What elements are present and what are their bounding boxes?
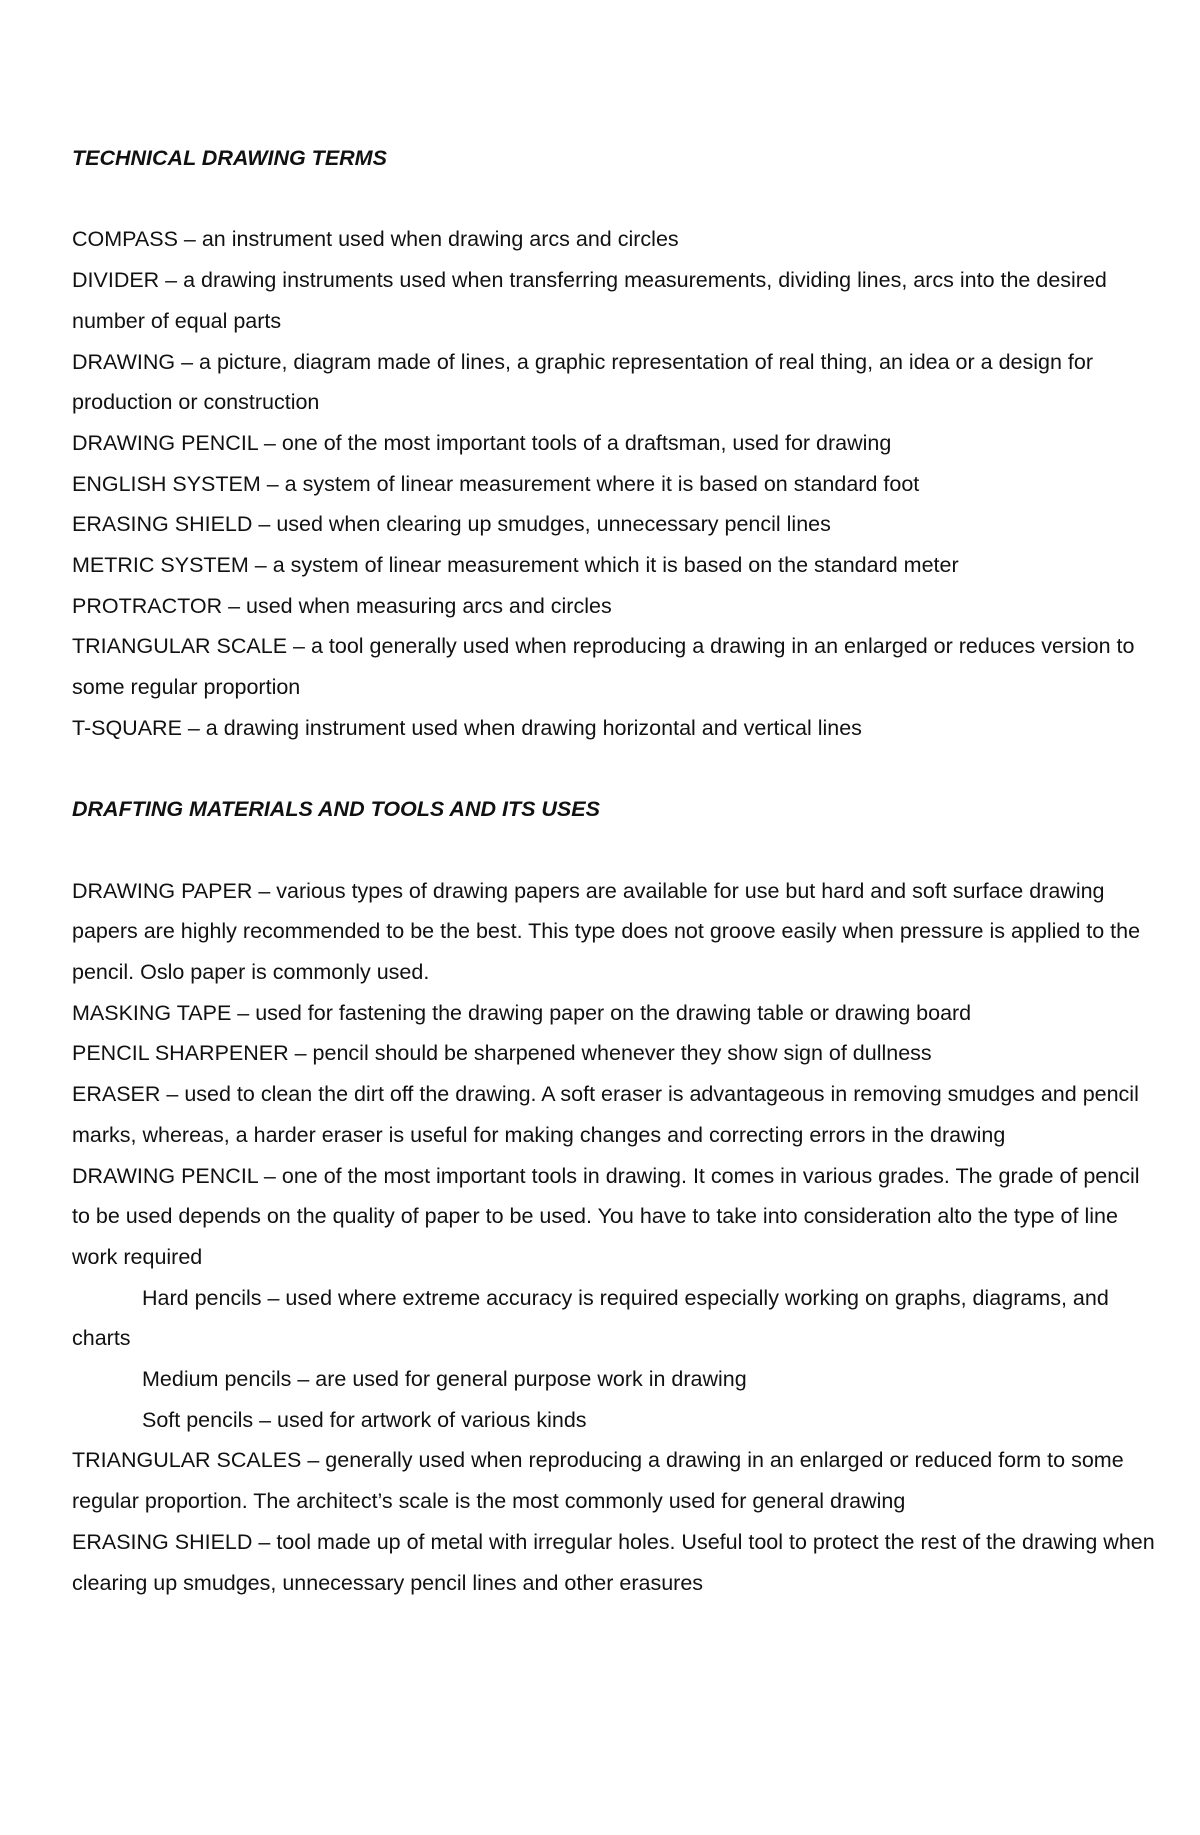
tool-entry: DRAWING PENCIL – one of the most important tools in drawing. It comes in various grades. The grade of pencil to be used depends on the quality of paper to be used. You have to take into consideration alto the type of line work required xyxy=(72,1163,1140,1269)
term-entry: DRAWING PENCIL – one of the most important tools of a draftsman, used for drawing xyxy=(72,430,892,455)
section-heading-drafting-materials: DRAFTING MATERIALS AND TOOLS AND ITS USES xyxy=(72,797,600,822)
tool-entry: MASKING TAPE – used for fastening the drawing paper on the drawing table or drawing board xyxy=(72,1000,972,1025)
pencil-type-entry: Soft pencils – used for artwork of various kinds xyxy=(142,1407,587,1432)
term-entry: PROTRACTOR – used when measuring arcs and circles xyxy=(72,593,612,618)
tool-entry: TRIANGULAR SCALES – generally used when reproducing a drawing in an enlarged or reduced form to some regular proportion. The architect’s scale is the most commonly used for general drawing xyxy=(72,1448,1124,1514)
term-entry: METRIC SYSTEM – a system of linear measurement which it is based on the standard meter xyxy=(72,553,959,578)
tool-entry: ERASING SHIELD – tool made up of metal with irregular holes. Useful tool to protect the rest of the drawing when clearing up smudges, unnecessary pencil lines and other erasures xyxy=(72,1529,1155,1595)
term-entry: ENGLISH SYSTEM – a system of linear measurement where it is based on standard foot xyxy=(72,471,920,496)
tool-entry: PENCIL SHARPENER – pencil should be sharpened whenever they show sign of dullness xyxy=(72,1041,932,1066)
term-entry: COMPASS – an instrument used when drawing arcs and circles xyxy=(72,227,679,252)
spacer xyxy=(72,179,1160,220)
spacer xyxy=(72,749,1160,790)
term-entry: T-SQUARE – a drawing instrument used when drawing horizontal and vertical lines xyxy=(72,715,862,740)
pencil-type-entry: Medium pencils – are used for general purpose work in drawing xyxy=(142,1367,747,1392)
term-entry: TRIANGULAR SCALE – a tool generally used when reproducing a drawing in an enlarged or reduces version to some regular proportion xyxy=(72,634,1135,700)
term-entry: DIVIDER – a drawing instruments used when transferring measurements, dividing lines, arcs into the desired number of equal parts xyxy=(72,268,1107,333)
tool-entry: ERASER – used to clean the dirt off the drawing. A soft eraser is advantageous in removing smudges and pencil marks, whereas, a harder eraser is useful for making changes and correcting errors in the drawing xyxy=(72,1082,1139,1147)
term-entry: DRAWING – a picture, diagram made of lines, a graphic representation of real thing, an idea or a design for production or construction xyxy=(72,349,1093,415)
section-heading-technical-drawing-terms: TECHNICAL DRAWING TERMS xyxy=(72,146,387,170)
spacer xyxy=(72,830,1160,871)
term-entry: ERASING SHIELD – used when clearing up smudges, unnecessary pencil lines xyxy=(72,512,831,537)
tool-entry: DRAWING PAPER – various types of drawing papers are available for use but hard and soft surface drawing papers are highly recommended to be the best. This type does not groove easily when pressure is applied to the pencil. Oslo paper is commonly used. xyxy=(72,878,1141,985)
pencil-type-entry: Hard pencils – used where extreme accuracy is required especially working on graphs, diagrams, and charts xyxy=(72,1285,1109,1351)
